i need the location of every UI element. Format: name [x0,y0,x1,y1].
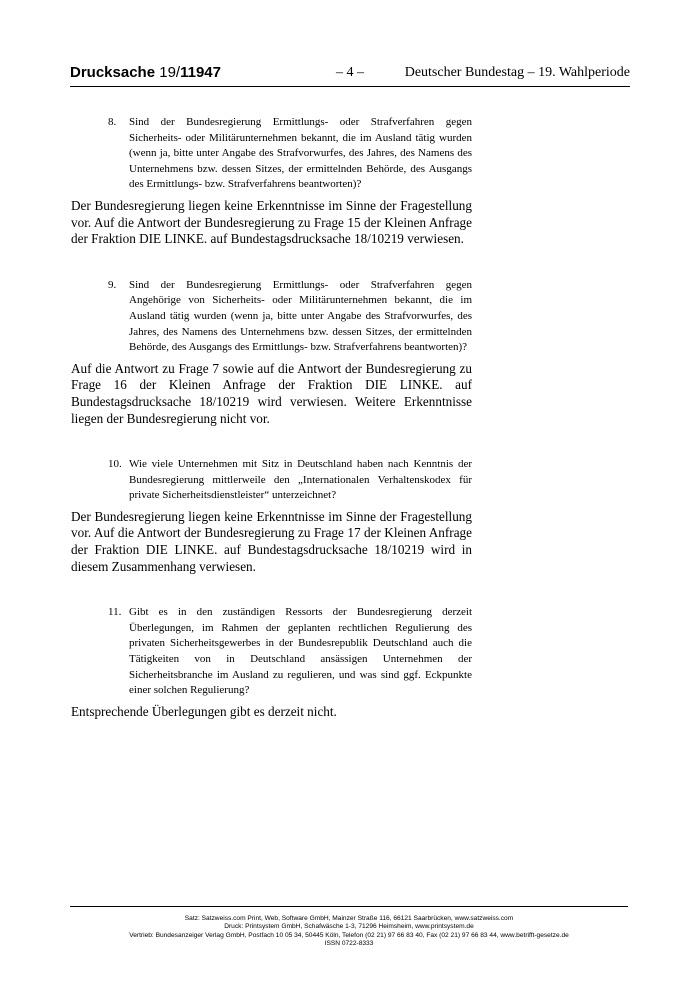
footer-divider [70,906,628,907]
question-text: Gibt es in den zuständigen Ressorts der Bundesregierung derzeit Überlegungen, im Rahmen der geplanten rechtlichen Regulierung des privaten Sicherheitsgewerbes in der Bundesrepublik Deutschland auch die Tätigkeiten von in Deutschland ansässigen Unternehmen der Sicherheitsbranche im Ausland zu regulieren, und was sind ggf. Eckpunkte einer solchen Regulierung? [129,606,472,697]
footer-issn: ISSN 0722-8333 [324,939,374,947]
answer-text: Der Bundesregierung liegen keine Erkenntnisse im Sinne der Fragestellung vor. Auf die Antwort der Bundesregierung zu Frage 15 der Kleinen Anfrage der Fraktion DIE LINKE. auf Bundestagsdrucksache 18/10219 verwiesen. [71,197,472,247]
document-number-prefix: 19/ [159,64,181,81]
footer-printing-line: Druck: Printsystem GmbH, Schafwäsche 1-3, 71296 Heimsheim, www.printsystem.de [224,923,474,931]
document-number-value: 11947 [180,64,221,81]
answer-text: Auf die Antwort zu Frage 7 sowie auf die Antwort der Bundesregierung zu Frage 16 der Kleinen Anfrage der Fraktion DIE LINKE. auf Bundestagsdrucksache 18/10219 wird verwiesen. Weitere Erkenntnisse liegen der Bundesregierung nicht vor. [71,360,472,426]
footer-typesetting-line: Satz: Satzweiss.com Print, Web, Software GmbH, Mainzer Straße 116, 66121 Saarbrücken, www.satzweiss.com [184,915,514,922]
institution-label: Deutscher Bundestag – 19. Wahlperiode [404,65,630,80]
qa-item [71,278,472,427]
question [108,457,472,504]
page-footer [70,915,628,948]
document-label: Drucksache [70,64,156,81]
answer-text: Der Bundesregierung liegen keine Erkenntnisse im Sinne der Fragestellung vor. Auf die Antwort der Bundesregierung zu Frage 17 der Kleinen Anfrage der Fraktion DIE LINKE. auf Bundestagsdrucksache 18/10219 wird in diesem Zusammenhang verwiesen. [71,508,472,574]
page-indicator: – 4 – [336,65,364,80]
footer-distribution-line: Vertrieb: Bundesanzeiger Verlag GmbH, Postfach 10 05 34, 50445 Köln, Telefon (02 21) 97 66 83 40, Fax (02 21) 97 66 83 44, www.betrifft-gesetze.de [129,931,569,939]
question-number: 8. [108,116,117,128]
main-content [71,115,472,720]
question [108,605,472,699]
question [108,115,472,193]
question-number: 9. [108,278,117,291]
question-text: Wie viele Unternehmen mit Sitz in Deutschland haben nach Kenntnis der Bundesregierung mittlerweile den „Internationalen Verhaltenskodex für private Sicherheitsdienstleister“ unterzeichnet? [129,458,472,502]
header-divider [70,86,630,87]
qa-item [71,115,472,248]
question-text: Sind der Bundesregierung Ermittlungs- oder Strafverfahren gegen Angehörige von Sicherheits- oder Militärunternehmen bekannt, die im Ausland tätig wurden (wenn ja, bitte unter Angabe des Strafvorwurfes, des Jahres, des Namens des Unternehmens bzw. dessen Sitzes, der ermittelnden Behörde, des Ausgangs des Ermittlungs- bzw. Strafverfahrens beantworten)? [129,278,472,354]
question-text: Sind der Bundesregierung Ermittlungs- oder Strafverfahren gegen Sicherheits- oder Militärunternehmen bekannt, die im Ausland tätig wurden (wenn ja, bitte unter Angabe des Strafvorwurfes, des Jahres, des Namens des Unternehmens bzw. dessen Sitzes, der ermittelnden Behörde, des Ausgangs des Ermittlungs- bzw. Strafverfahrens beantworten)? [129,116,472,191]
qa-item [71,457,472,575]
question-number: 11. [108,606,122,619]
question [108,278,472,356]
qa-item [71,605,472,720]
page-header [70,64,630,86]
answer-text: Entsprechende Überlegungen gibt es derzeit nicht. [71,703,337,719]
question-number: 10. [108,458,122,471]
